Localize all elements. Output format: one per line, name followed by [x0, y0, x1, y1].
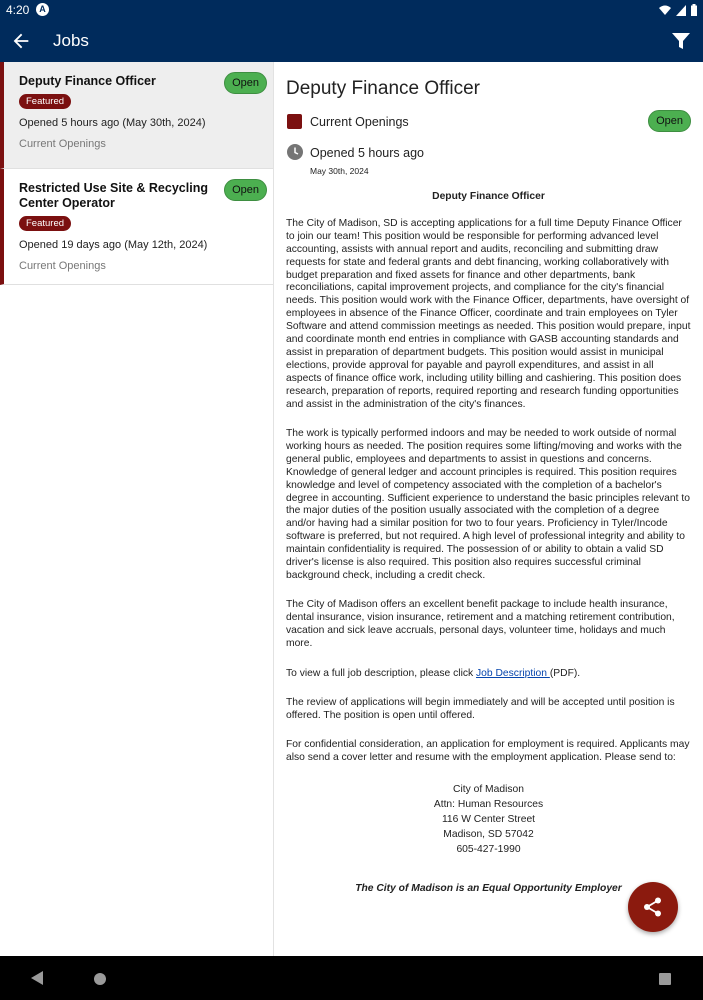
job-detail-panel — [274, 62, 703, 956]
filter-icon[interactable] — [671, 31, 691, 51]
share-icon — [642, 896, 664, 918]
status-badge: Open — [648, 110, 691, 132]
opened-label: Opened 5 hours ago — [310, 146, 424, 160]
job-list-item[interactable] — [0, 62, 273, 169]
app-bar — [0, 20, 703, 62]
link-suffix: (PDF). — [549, 667, 581, 679]
share-button[interactable] — [628, 882, 678, 932]
description-paragraph: For confidential consideration, an application for employment is required. Applicants may also send a cover letter and resume with the employment application. Please send to: — [286, 739, 690, 764]
address-line: 605-427-1990 — [456, 843, 521, 855]
wifi-icon — [659, 5, 671, 16]
job-title: Deputy Finance Officer — [19, 74, 156, 88]
system-nav-bar — [0, 956, 703, 1000]
nav-recents-icon[interactable] — [659, 973, 671, 985]
status-bar — [0, 0, 703, 20]
status-badge: Open — [224, 72, 267, 94]
job-list — [0, 62, 274, 956]
address-line: Attn: Human Resources — [433, 798, 544, 810]
category-color-swatch — [287, 114, 302, 129]
featured-badge: Featured — [19, 94, 71, 109]
address-line: Madison, SD 57042 — [443, 828, 534, 840]
signal-icon — [676, 5, 686, 16]
equal-opportunity-statement: The City of Madison is an Equal Opportunity Employer — [355, 882, 622, 894]
description-paragraph: The review of applications will begin immediately and will be accepted until position is offered. The position is open until offered. — [286, 696, 675, 721]
address-line: City of Madison — [453, 783, 524, 795]
job-description — [286, 191, 691, 895]
status-time: 4:20 — [6, 3, 30, 17]
opened-date: May 30th, 2024 — [310, 166, 369, 176]
app-notification-icon: A — [36, 3, 49, 16]
job-list-item[interactable] — [0, 169, 273, 285]
battery-icon — [691, 4, 697, 16]
status-badge: Open — [224, 179, 267, 201]
job-detail-title: Deputy Finance Officer — [286, 78, 480, 99]
link-prefix: To view a full job description, please click — [286, 667, 477, 679]
description-paragraph — [286, 668, 691, 681]
job-category: Current Openings — [19, 260, 106, 272]
featured-badge: Featured — [19, 216, 71, 231]
description-heading: Deputy Finance Officer — [432, 191, 545, 202]
status-icons — [659, 3, 697, 17]
job-category: Current Openings — [19, 138, 106, 150]
job-description-link[interactable]: Job Description — [476, 667, 550, 679]
clock-icon — [287, 144, 303, 160]
job-opened-date: Opened 5 hours ago (May 30th, 2024) — [19, 117, 206, 129]
description-paragraph: The City of Madison offers an excellent benefit package to include health insurance, dental insurance, vision insurance, retirement and a matching retirement contribution, vacation and sick leave accruals, personal days, volunteer time, holidays and much more. — [286, 599, 675, 650]
nav-home-icon[interactable] — [94, 973, 106, 985]
description-paragraph: The City of Madison, SD is accepting applications for a full time Deputy Finance Officer to join our team! This position would be responsible for performing advanced level accounting, assists with annual report and audits, reconciling and submitting draw requests for state and federal grants and debt financing, working collaboratively with budget preparation and fixed assets for finance and other departments, bank reconciliations, capital improvement projects, and compliance for the city's financial needs. This position would work with the Finance Officer, departments, have oversight of employees in absence of the Finance Officer, coordinate and train employees on Tyler Software and attend commission meetings as needed. This position would prepare, input and coordinate month end entries in compliance with GASB accounting standards and assist in preparation of department budgets. This position would assist in municipal elections, provide approval for payable and payroll expenditures, and assist in all aspects of finance office work, including utility billing and cashiering. This position does research, preparation of reports, required reporting and research funding opportunities and assist in the administration of the city's finances. — [286, 217, 691, 410]
job-opened-date: Opened 19 days ago (May 12th, 2024) — [19, 239, 208, 251]
page-title: Jobs — [53, 31, 89, 50]
address-line: 116 W Center Street — [441, 813, 536, 825]
category-row — [286, 114, 691, 134]
description-paragraph: The work is typically performed indoors and may be needed to work outside of normal working hours as needed. The position requires some lifting/moving and works with the general public, employees and departments to assist in questions and concerns. Knowledge of general ledger and account principles is required. This position requires knowledge and level of competency associated with the completion of a bachelor's degree in accounting. Sufficient experience to understand the basic principles relevant to the major duties of the position usually associated with the completion of a degree and/or having had a similar position for two to four years. Proficiency in Tyler/Incode software is preferred, but not required. A high level of professional integrity and ability to maintain confidentiality is required. The possession of or ability to obtain a valid SD driver's license is also required. This position also requires successful criminal background check, including a credit check. — [286, 428, 690, 581]
category-label: Current Openings — [310, 115, 409, 129]
mailing-address — [286, 782, 691, 857]
back-arrow-icon[interactable] — [10, 30, 32, 52]
nav-back-icon[interactable] — [31, 971, 43, 985]
job-title: Restricted Use Site & Recycling Center Operator — [19, 181, 208, 210]
